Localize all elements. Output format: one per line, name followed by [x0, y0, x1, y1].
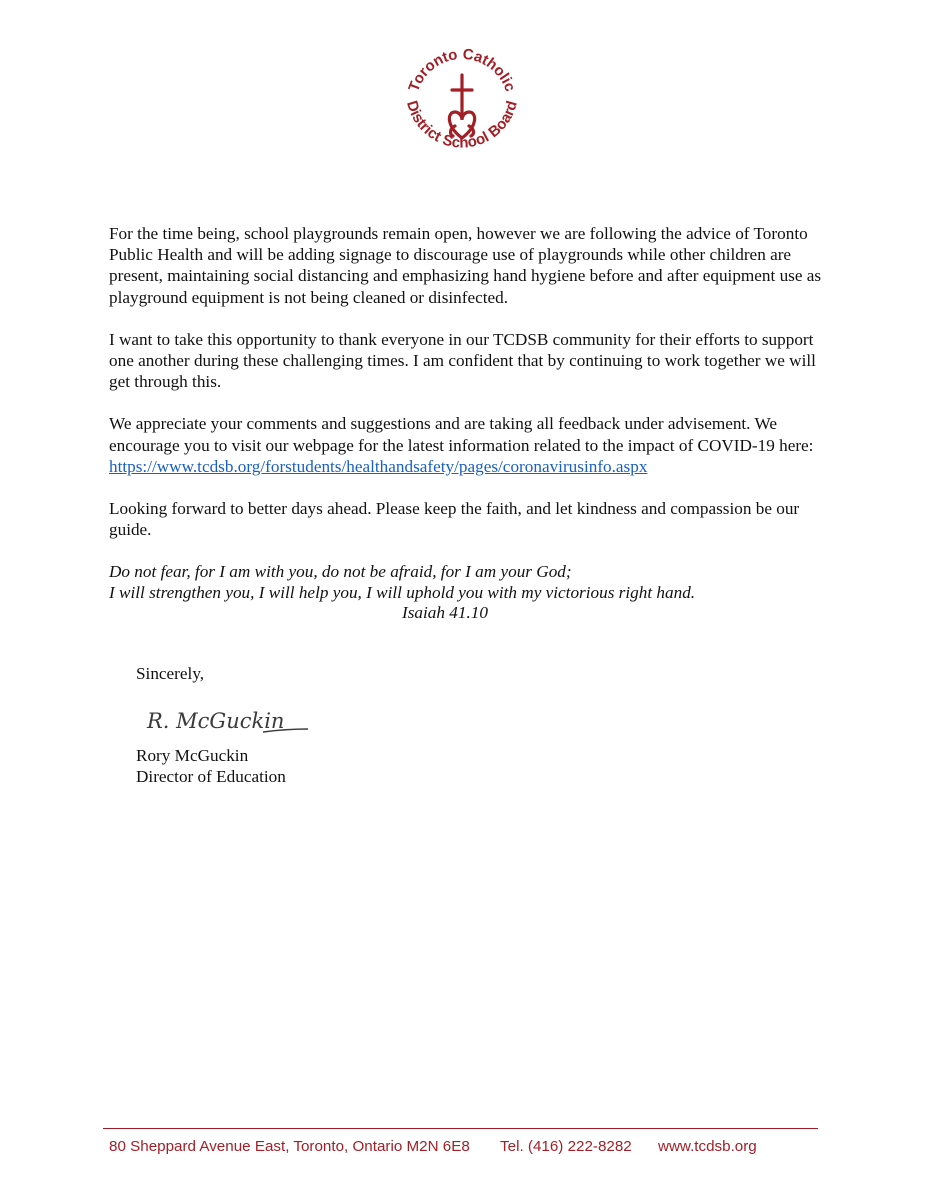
paragraph-text: We appreciate your comments and suggestions and are taking all feedback under advisement. We encourage you to visit our webpage for the latest information related to the impact of COVID-19 here:: [109, 414, 814, 455]
verse-line: Do not fear, for I am with you, do not be afraid, for I am your God;: [109, 562, 572, 581]
logo-text-top: Toronto Catholic: [405, 45, 519, 94]
signer-block: [136, 745, 286, 787]
letter-body: [109, 223, 829, 561]
paragraph: For the time being, school playgrounds remain open, however we are following the advice of Toronto Public Health and will be adding signage to discourage use of playgrounds while other children are present, maintaining social distancing and emphasizing hand hygiene before and after equipment use as playground equipment is not being cleaned or disinfected.: [109, 224, 822, 307]
verse-line: I will strengthen you, I will help you, I will uphold you with my victorious right hand.: [109, 582, 696, 602]
verse-reference: Isaiah 41.10: [402, 603, 488, 622]
signature: [143, 702, 313, 742]
footer-website: www.tcdsb.org: [658, 1138, 757, 1155]
cross-heart-icon: [449, 75, 474, 138]
paragraph: I want to take this opportunity to thank everyone in our TCDSB community for their efforts to support one another during these challenging times. I am confident that by continuing to work together we will get through this.: [109, 329, 816, 392]
coronavirus-info-link[interactable]: https://www.tcdsb.org/forstudents/healthandsafety/pages/coronavirusinfo.aspx: [109, 456, 648, 476]
signer-name: Rory McGuckin: [136, 746, 249, 765]
signer-title: Director of Education: [136, 767, 286, 786]
footer-address: 80 Sheppard Avenue East, Toronto, Ontario M2N 6E8: [109, 1138, 470, 1155]
logo-text-bottom: District School Board: [403, 98, 521, 152]
tcdsb-logo: [399, 42, 525, 172]
footer-divider: [103, 1128, 818, 1129]
footer-telephone: Tel. (416) 222-8282: [500, 1138, 632, 1155]
footer: [109, 1138, 819, 1155]
closing: Sincerely,: [136, 664, 205, 683]
paragraph: [109, 413, 829, 477]
svg-text:R. McGuckin: R. McGuckin: [147, 709, 285, 733]
scripture-verse: [109, 562, 829, 624]
paragraph: Looking forward to better days ahead. Please keep the faith, and let kindness and compassion be our guide.: [109, 499, 800, 540]
